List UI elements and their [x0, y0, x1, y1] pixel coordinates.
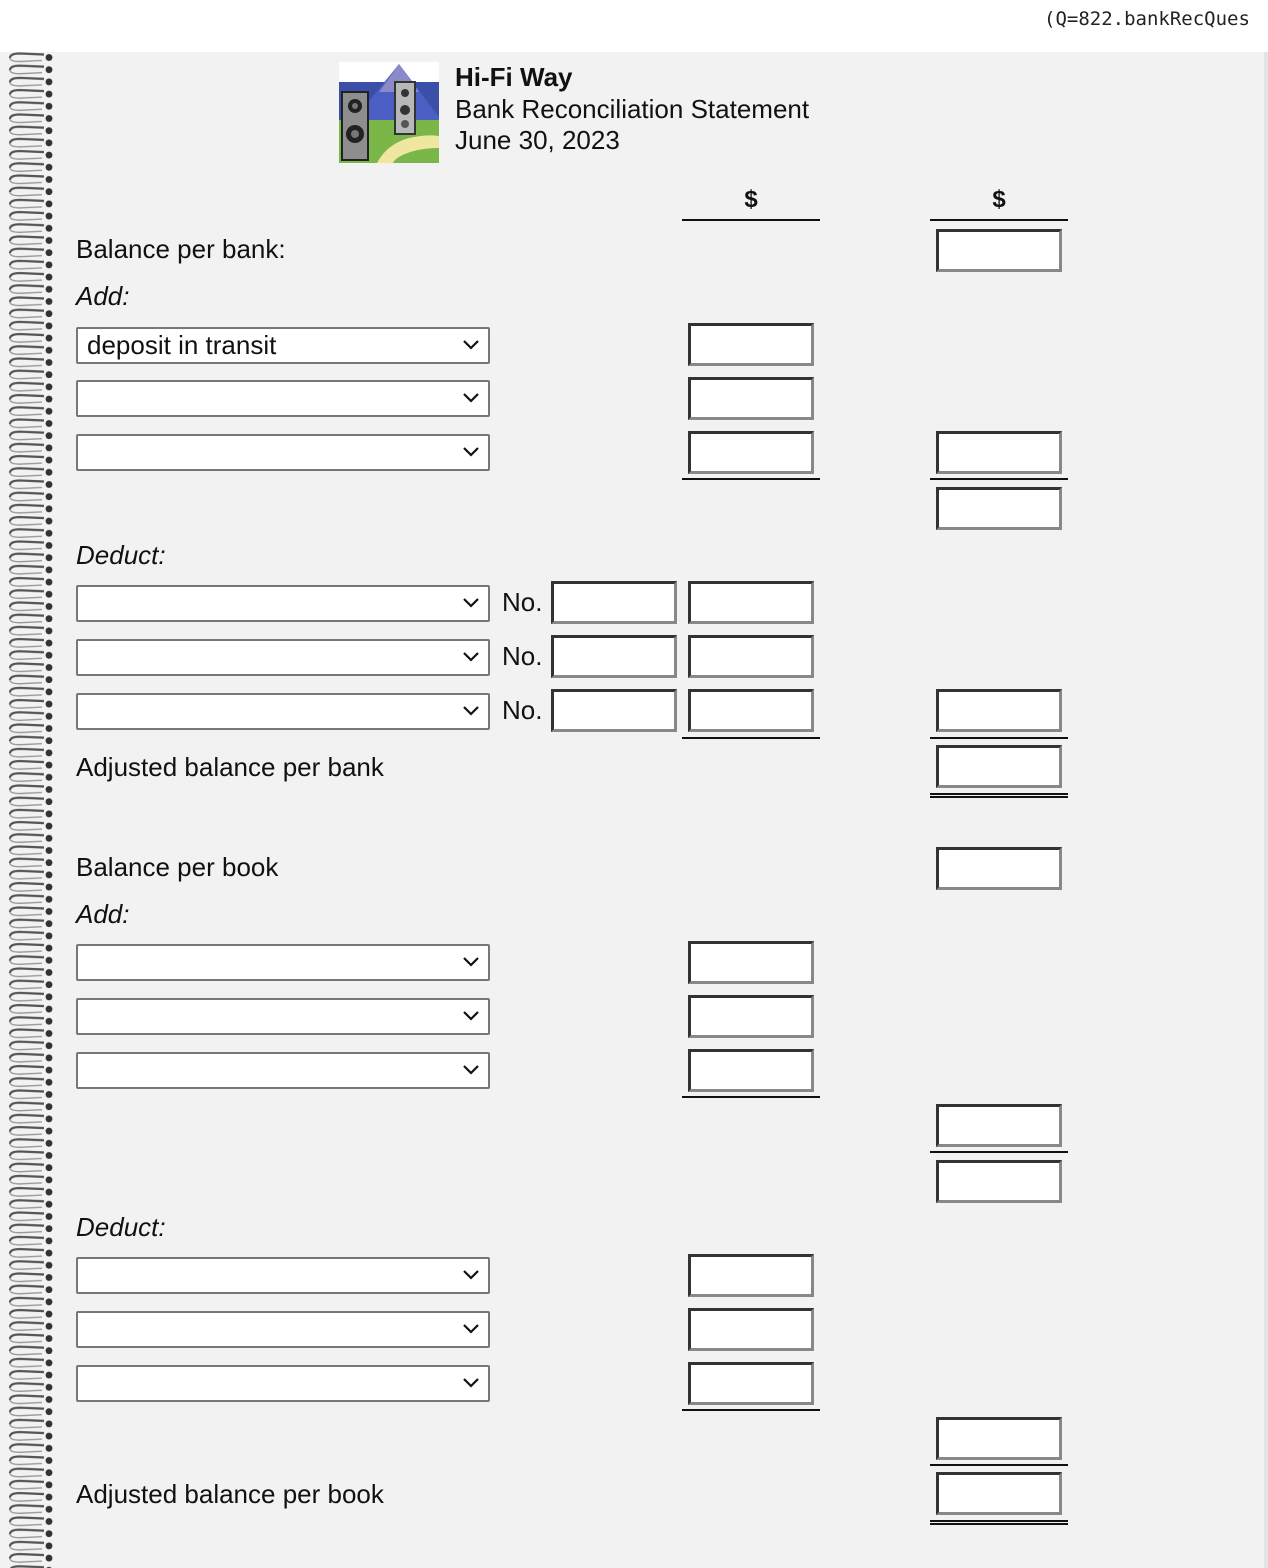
question-id-tag: (Q=822.bankRecQues [1044, 8, 1250, 30]
bank-add-amount-2[interactable] [688, 377, 814, 420]
chevron-down-icon [462, 445, 480, 459]
balance-per-book-input[interactable] [936, 847, 1062, 890]
bank-subtotal-input[interactable] [936, 487, 1062, 530]
cheque-no-label-2: No. [502, 641, 543, 671]
book-deduct-select-3[interactable] [76, 1365, 490, 1402]
bank-deduct-amount-1[interactable] [688, 581, 814, 624]
book-add-amount-3[interactable] [688, 1049, 814, 1092]
bank-deduct-rule-col2 [930, 737, 1068, 739]
bank-deduct-total-input[interactable] [936, 689, 1062, 732]
bank-deduct-select-3[interactable] [76, 693, 490, 730]
book-add-select-3[interactable] [76, 1052, 490, 1089]
book-add-select-2[interactable] [76, 998, 490, 1035]
column-1-header-rule [682, 219, 820, 221]
bank-add-rule-col2 [930, 478, 1068, 480]
balance-per-bank-input[interactable] [936, 229, 1062, 272]
cheque-number-input-2[interactable] [551, 635, 677, 678]
page-edge [1264, 52, 1268, 1568]
book-deduct-rule-col2 [930, 1464, 1068, 1466]
bank-add-amount-3[interactable] [688, 431, 814, 474]
bank-add-select-2[interactable] [76, 380, 490, 417]
chevron-down-icon [462, 650, 480, 664]
book-deduct-amount-3[interactable] [688, 1362, 814, 1405]
statement-title: Bank Reconciliation Statement [455, 94, 810, 124]
book-deduct-label: Deduct: [76, 1212, 166, 1242]
adjusted-balance-book-label: Adjusted balance per book [76, 1479, 384, 1509]
bank-add-select-3[interactable] [76, 434, 490, 471]
bank-add-label: Add: [76, 281, 130, 311]
bank-deduct-amount-3[interactable] [688, 689, 814, 732]
cheque-no-label-1: No. [502, 587, 543, 617]
chevron-down-icon [462, 955, 480, 969]
chevron-down-icon [462, 1376, 480, 1390]
book-add-amount-1[interactable] [688, 941, 814, 984]
adjusted-balance-bank-label: Adjusted balance per bank [76, 752, 384, 782]
book-deduct-rule-col1 [682, 1409, 820, 1411]
chevron-down-icon [462, 1322, 480, 1336]
book-deduct-select-1[interactable] [76, 1257, 490, 1294]
column-1-currency: $ [744, 186, 758, 213]
book-subtotal-input[interactable] [936, 1160, 1062, 1203]
adjusted-bank-double-rule [930, 793, 1068, 798]
chevron-down-icon [462, 596, 480, 610]
book-add-rule-col2 [930, 1151, 1068, 1153]
bank-deduct-rule-col1 [682, 737, 820, 739]
bank-deduct-label: Deduct: [76, 540, 166, 570]
adjusted-balance-book-input[interactable] [936, 1472, 1062, 1515]
adjusted-book-double-rule [930, 1520, 1068, 1525]
bank-add-total-input[interactable] [936, 431, 1062, 474]
book-deduct-select-2[interactable] [76, 1311, 490, 1348]
bank-deduct-select-1[interactable] [76, 585, 490, 622]
balance-per-bank-label: Balance per bank: [76, 234, 286, 264]
adjusted-balance-bank-input[interactable] [936, 745, 1062, 788]
bank-deduct-select-2[interactable] [76, 639, 490, 676]
book-add-select-1[interactable] [76, 944, 490, 981]
cheque-number-input-3[interactable] [551, 689, 677, 732]
chevron-down-icon [462, 1009, 480, 1023]
book-add-total-input[interactable] [936, 1104, 1062, 1147]
bank-add-rule-col1 [682, 478, 820, 480]
statement-date: June 30, 2023 [455, 125, 620, 155]
chevron-down-icon [462, 338, 480, 352]
column-2-header-rule [930, 219, 1068, 221]
bank-add-select-1[interactable] [76, 327, 490, 364]
cheque-number-input-1[interactable] [551, 581, 677, 624]
book-deduct-amount-1[interactable] [688, 1254, 814, 1297]
chevron-down-icon [462, 1268, 480, 1282]
book-deduct-amount-2[interactable] [688, 1308, 814, 1351]
bank-deduct-amount-2[interactable] [688, 635, 814, 678]
book-add-amount-2[interactable] [688, 995, 814, 1038]
spiral-binding-icon [6, 52, 58, 1568]
chevron-down-icon [462, 391, 480, 405]
chevron-down-icon [462, 1063, 480, 1077]
chevron-down-icon [462, 704, 480, 718]
column-2-currency: $ [992, 186, 1006, 213]
speakers-road-logo-icon [339, 62, 439, 163]
bank-add-amount-1[interactable] [688, 323, 814, 366]
book-deduct-total-input[interactable] [936, 1417, 1062, 1460]
book-add-label: Add: [76, 899, 130, 929]
bank-add-select-1-value: deposit in transit [87, 330, 277, 360]
balance-per-book-label: Balance per book [76, 852, 279, 882]
cheque-no-label-3: No. [502, 695, 543, 725]
book-add-rule-col1 [682, 1096, 820, 1098]
company-name: Hi-Fi Way [455, 62, 573, 92]
